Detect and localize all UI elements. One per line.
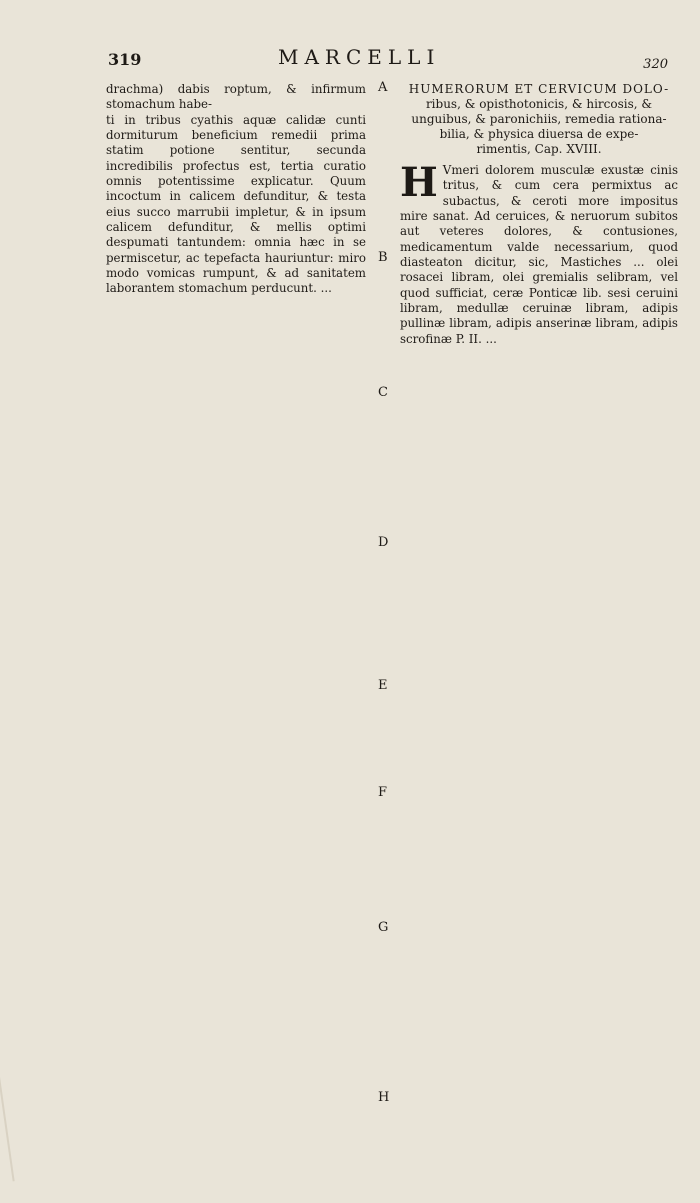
drop-cap: H	[400, 159, 438, 206]
left-page-number: 319	[108, 50, 142, 69]
margin-letter-column	[378, 80, 398, 1160]
margin-letter-b: B	[378, 250, 388, 265]
margin-letter-f: F	[378, 785, 388, 800]
margin-letter-c: C	[378, 385, 388, 400]
margin-letter-a: A	[378, 80, 388, 95]
left-text-column	[106, 82, 366, 297]
page-header	[88, 40, 688, 80]
margin-letter-h: H	[378, 1090, 390, 1105]
chapter-title-line-4: rimentis, Cap. XVIII.	[476, 142, 602, 156]
right-column-text: Vmeri dolorem musculæ exustæ cinis tritus, & cum cera permixtus ac subactus, & ceroti more impositus mire sanat. Ad ceruices, & neruorum subitos aut veteres dolores, & contusiones, medicamentum valde necessarium, quod diasteaton dicitur, sic, Mastiches ... olei rosacei libram, olei gremialis selibram, vel quod sufficiat, ceræ Ponticæ lib. sesi ceruini libram, medullæ ceruinæ libram, adipis pullinæ libram, adipis anserinæ libram, adipis scrofinæ P. II. ...	[400, 163, 678, 346]
margin-letter-e: E	[378, 678, 388, 693]
book-page	[88, 40, 688, 1175]
right-text-column	[400, 82, 678, 347]
right-page-number: 320	[643, 57, 668, 72]
margin-letter-g: G	[378, 920, 389, 935]
chapter-title-line-1: HUMERORUM ET CERVICUM DOLO-	[408, 82, 670, 96]
paper-edge-mark	[0, 999, 44, 1182]
chapter-title-line-2: ribus, & opisthotonicis, & hircosis, & unguibus, & paronichiis, remedia rationa-	[411, 97, 667, 126]
running-title: MARCELLI	[278, 45, 441, 69]
chapter-heading	[400, 82, 678, 157]
chapter-title-line-3: bilia, & physica diuersa de expe-	[439, 127, 639, 141]
margin-letter-d: D	[378, 535, 389, 550]
left-column-text: drachma) dabis roptum, & infirmum stomachum habe- ti in tribus cyathis aquæ calidæ cunti dormiturum beneficium remedii prima statim potione sentitur, secunda incredibilis profectus est, tertia curatio omnis potentissime explicatur. Quum incoctum in calicem defunditur, & testa eius succo marrubii impletur, & in ipsum calicem defunditur, & mellis optimi despumati tantundem: omnia hæc in se permiscetur, ac tepefacta hauriuntur: miro modo vomicas rumpunt, & ad sanitatem laborantem stomachum perducunt. ...	[106, 82, 366, 296]
